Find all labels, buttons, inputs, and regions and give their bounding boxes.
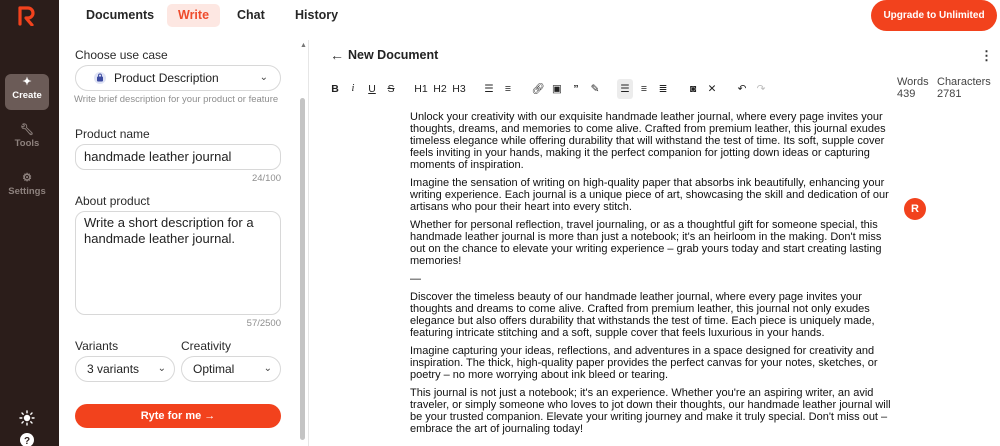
upgrade-button[interactable]: Upgrade to Unlimited [871,0,997,31]
image-icon[interactable]: ▣ [552,83,562,95]
heading-2-button[interactable]: H2 [433,83,447,95]
svg-text:?: ? [23,436,31,446]
document-paragraph: Unlock your creativity with our exquisite handmade leather journal, where every page invites your thoughts, dreams, and memories to come alive. Crafted from premium leather, this journal exudes timeless elegance while offering durability that will withstand the test of time. Its soft, supple cover feels inviting in your hands, making it the perfect companion for jotting down ideas or capturing moments of inspiration. [410,111,886,171]
creativity-select[interactable] [181,356,281,382]
use-case-value: Product Description [114,71,219,85]
more-options-icon[interactable]: ⋮ [980,48,993,63]
top-nav [59,0,1000,31]
numbered-list-icon[interactable]: ≡ [504,83,512,95]
wrench-icon: 🔧︎ [20,124,34,136]
variants-label: Variants [75,339,119,353]
document-paragraph: This journal is not just a notebook; it's an experience. Whether you're an aspiring writer, an avid traveler, or simply someone who loves to jot down their thoughts, our handmade leather journal will be your trusted companion. Elevate your writing journey and make it truly special. Don't miss out – embrace the art of journaling today! [410,387,891,435]
heading-3-button[interactable]: H3 [452,83,466,95]
rail-item-label: Create [12,90,42,101]
document-paragraph: Imagine the sensation of writing on high-quality paper that absorbs ink beautifully, enhancing your writing experience. Each journal is a unique piece of art, showcasing the skill and dedication of our artisans who pour their heart into every stitch. [410,177,889,213]
scrollbar-thumb[interactable] [300,98,305,440]
use-case-select[interactable] [75,65,281,91]
document-paragraph: Whether for personal reflection, travel journaling, or as a thoughtful gift for someone special, this handmade leather journal is more than just a notebook; it's an heirloom in the making. Don't miss out on the chance to elevate your writing experience – grab yours today and start creating lasting memories! [410,219,882,267]
align-right-icon[interactable]: ≣ [658,83,668,95]
rail-item-tools[interactable] [5,122,49,158]
gear-icon: ⚙︎ [22,172,32,184]
chevron-down-icon: ⌄ [157,363,166,374]
tab-chat[interactable]: Chat [237,8,265,22]
sun-icon[interactable] [19,410,35,426]
about-product-textarea[interactable]: Write a short description for a handmade leather journal. [75,211,281,315]
ryte-logo-icon[interactable] [17,6,35,26]
characters-label: Characters [937,76,991,88]
use-case-label: Choose use case [75,48,168,62]
link-icon[interactable]: 🔗︎ [531,83,545,95]
bullet-list-icon[interactable]: ☰ [484,83,494,95]
document-title[interactable]: New Document [348,48,439,62]
document-editor[interactable] [410,111,895,441]
use-case-panel [59,40,309,446]
document-separator: — [410,273,421,285]
words-value: 439 [897,88,916,100]
about-product-counter: 57/2500 [246,318,281,329]
product-name-counter: 24/100 [251,173,281,184]
italic-button[interactable]: i [351,83,355,94]
tab-documents[interactable]: Documents [86,8,155,22]
panel-scrollbar[interactable] [299,40,306,446]
clear-format-icon[interactable]: ✕ [707,83,717,95]
rail-item-label: Tools [14,138,40,149]
tab-write[interactable]: Write [167,4,220,27]
document-paragraph: Imagine capturing your ideas, reflections, and adventures in a space designed for creativity and inspiration. The thick, high-quality paper provides the perfect canvas for your notes, sketches, or poetry – no more worrying about ink bleed or tearing. [410,345,878,381]
creativity-label: Creativity [181,339,232,353]
bag-icon [94,72,106,84]
words-label: Words [897,76,929,88]
ryte-assistant-icon[interactable]: R [904,198,926,220]
heading-1-button[interactable]: H1 [414,83,428,95]
rail-item-settings[interactable] [5,170,49,206]
about-product-label: About product [75,194,150,208]
use-case-help: Write brief description for your product or feature [74,94,279,105]
undo-icon[interactable]: ↶ [737,83,747,95]
ryte-for-me-button[interactable]: Ryte for me → [75,404,281,428]
pen-icon[interactable]: ✎ [590,83,600,95]
product-name-input[interactable]: handmade leather journal [75,144,281,170]
align-left-icon[interactable]: ☰ [617,79,633,99]
chevron-down-icon: ⌄ [263,363,272,374]
variants-value: 3 variants [87,362,140,376]
chevron-down-icon: ⌄ [259,72,268,83]
rail-item-create[interactable] [5,74,49,110]
sparkle-icon: ✦ [22,76,32,88]
characters-value: 2781 [937,88,962,100]
scroll-up-arrow-icon[interactable]: ▲ [300,42,307,49]
redo-icon[interactable]: ↷ [756,83,766,95]
bold-button[interactable]: B [331,83,339,95]
product-name-label: Product name [75,127,150,141]
rail-item-label: Settings [8,186,46,197]
strikethrough-button[interactable]: S [387,83,395,95]
tab-history[interactable]: History [295,8,339,22]
help-icon[interactable] [19,432,35,446]
quote-icon[interactable]: ” [573,83,579,95]
align-center-icon[interactable]: ≡ [640,83,648,95]
back-arrow-icon[interactable]: ← [330,47,344,63]
underline-button[interactable]: U [368,83,376,95]
left-rail [0,0,59,446]
variants-select[interactable] [75,356,175,382]
creativity-value: Optimal [193,362,235,376]
frame-icon[interactable]: ◙ [689,83,697,95]
document-paragraph: Discover the timeless beauty of our handmade leather journal, where every page invites your thoughts and dreams to come alive. Crafted from premium leather, this journal not only exudes elegance but also offers durability that withstands the test of time. Each piece is uniquely made, featuring intricate stitching and a soft, supple cover that feels luxurious in your hands. [410,291,875,339]
